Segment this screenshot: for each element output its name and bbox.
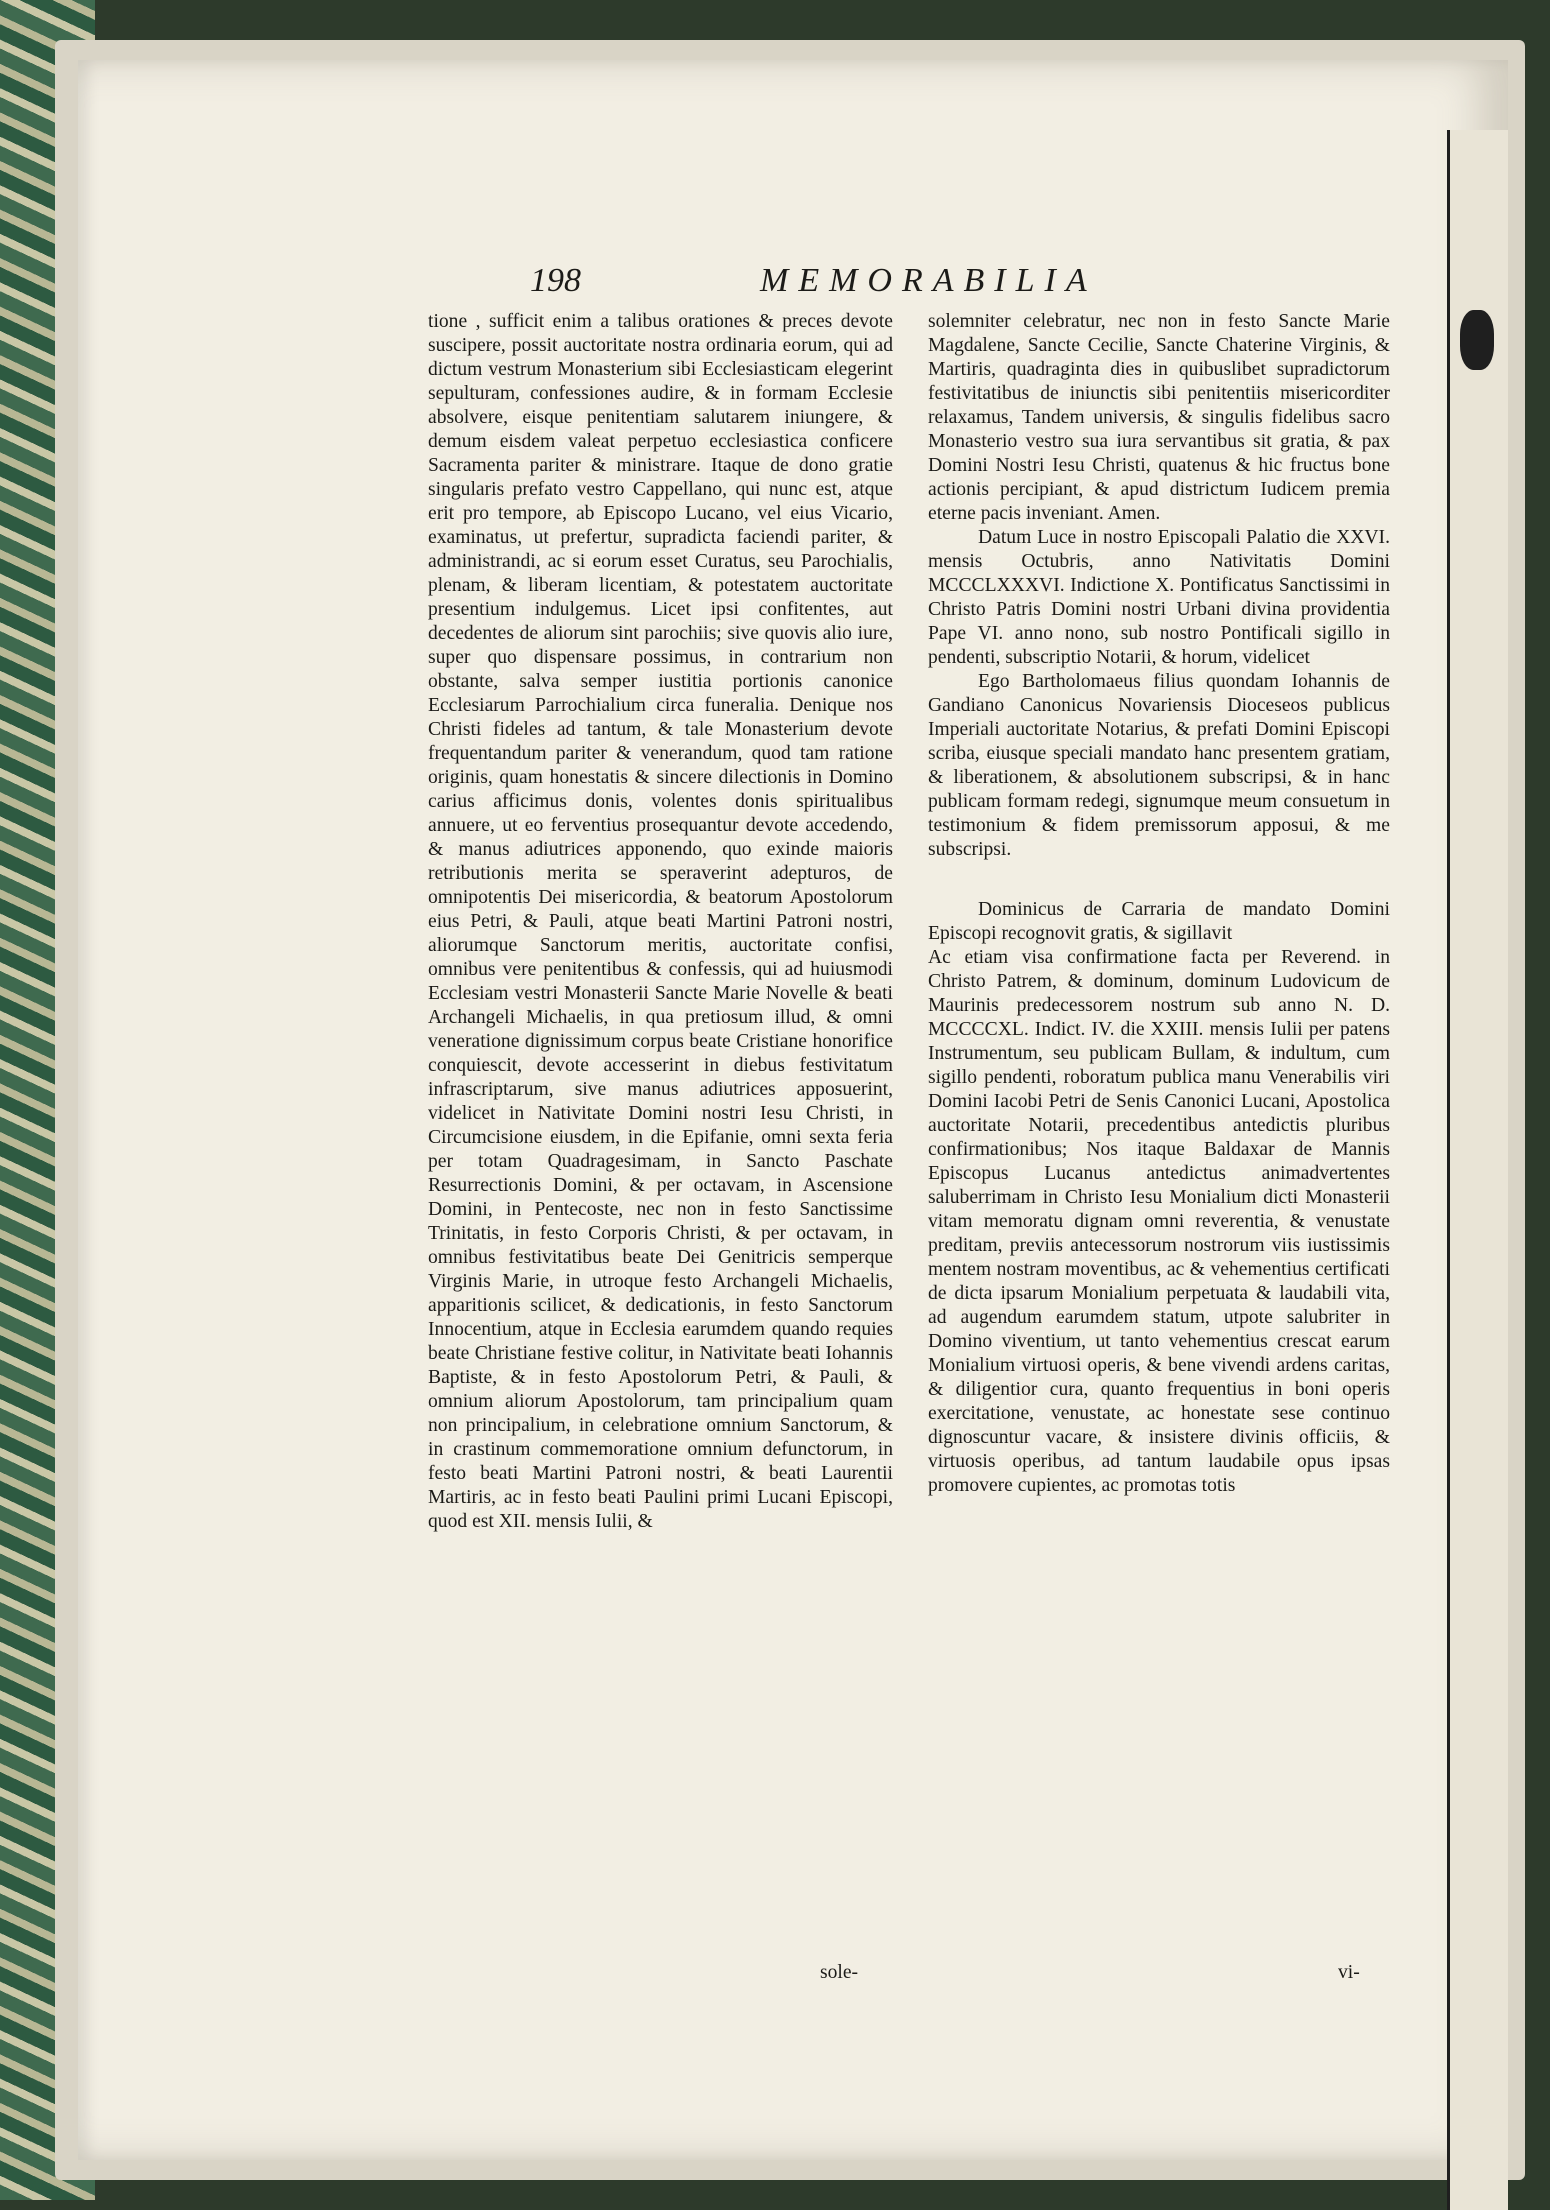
facing-page-edge: [1447, 130, 1508, 2210]
page-number: 198: [530, 262, 581, 299]
right-para-1: solemniter celebratur, nec non in festo Sancte Marie Magdalene, Sancte Cecilie, Sancte Chaterine Virginis, & Martiris, quadraginta dies in quibuslibet supradictorum festivitatibus de iniunctis sibi penitentiis misericorditer relaxamus, Tandem universis, & singulis fidelibus sacro Monasterio vestro sua iura servantibus sit gratia, & pax Domini Nostri Iesu Christi, quatenus & hic fructus bone actionis percipiant, & apud districtum Iudicem premia eterne pacis inveniant. Amen.: [928, 311, 1390, 524]
facing-page-mark: [1460, 310, 1494, 370]
left-catchword: sole-: [820, 1962, 859, 1983]
running-head: [380, 262, 1160, 302]
right-para-2: Datum Luce in nostro Episcopali Palatio die XXVI. mensis Octubris, anno Nativitatis Domini MCCCLXXXVI. Indictione X. Pontificatus Sanctissimi in Christo Patris Domini nostri Urbani divina providentia Pape VI. anno nono, sub nostro Pontificali sigillo in pendenti, subscriptio Notarii, & horum, videlicet: [928, 527, 1390, 668]
right-catchword: vi-: [1338, 1962, 1360, 1983]
right-para-5: Ac etiam visa confirmatione facta per Reverend. in Christo Patrem, & dominum, dominum Ludovicum de Maurinis predecessorem nostrum sub anno N. D. MCCCCXL. Indict. IV. die XXIII. mensis Iulii per patens Instrumentum, seu publicam Bullam, & indultum, cum sigillo pendenti, roboratum publica manu Venerabilis viri Domini Iacobi Petri de Senis Canonici Lucani, Apostolica auctoritate Notarii, precedentibus antedictis pluribus confirmationibus; Nos itaque Baldaxar de Mannis Episcopus Lucanus antedictus animadvertentes saluberrimam in Christo Iesu Monialium dicti Monasterii vitam memoratu dignam omni reverentia, & venustate preditam, previis antecessorum nostrorum viis iustissimis mentem nostram moventibus, ac & vehementius certificati de dicta ipsarum Monialium perpetuata & laudabili vita, ad augendum earumdem statum, utpote salubriter in Domino viventium, ut tanto vehementius crescat earum Monialium virtuosi operis, & bene vivendi ardens caritas, & diligentior cura, quanto frequentius in boni operis exercitatione, venustate, ac honestate sese continuo dignoscuntur vacare, & insistere divinis officiis, & virtuosis operibus, ad tantum laudabile opus ipsas promovere cupientes, ac promotas totis: [928, 947, 1390, 1496]
right-text-column: [928, 310, 1390, 1498]
left-text-column: [428, 310, 893, 1534]
left-column-text: tione , sufficit enim a talibus orationes & preces devote suscipere, possit auctoritate nostra ordinaria eorum, qui ad dictum vestrum Monasterium sibi Ecclesiasticam elegerint sepulturam, confessiones audire, & in formam Ecclesie absolvere, eisque penitentiam salutarem iniungere, & demum eisdem valeat perpetuo ecclesiastica conficere Sacramenta pariter & ministrare. Itaque de dono gratie singularis prefato vestro Cappellano, qui nunc est, atque erit pro tempore, ab Episcopo Lucano, vel eius Vicario, examinatus, ut prefertur, supradicta faciendi pariter, & administrandi, ac si eorum esset Curatus, seu Parochialis, plenam, & liberam licentiam, & potestatem auctoritate presentium indulgemus. Licet ipsi confitentes, aut decedentes de aliorum sint parochiis; sive quovis alio iure, super quo dispensare possimus, in contrarium non obstante, salva semper iustitia portionis canonice Ecclesiarum Parrochialium circa funeralia. Denique nos Christi fideles ad tantum, & tale Monasterium devote frequentandum pariter & venerandum, quod tam ratione originis, quam honestatis & sincere dilectionis in Domino carius afficimus donis, volentes donis spiritualibus annuere, ut eo ferventius prosequantur devote accedendo, & manus adiutrices apponendo, quo exinde maioris retributionis merita se speraverint adepturos, de omnipotentis Dei misericordia, & beatorum Apostolorum eius Petri, & Pauli, atque beati Martini Patroni nostri, aliorumque Sanctorum meritis, auctoritate confisi, omnibus vere penitentibus & confessis, qui ad huiusmodi Ecclesiam vestri Monasterii Sancte Marie Novelle & beati Archangeli Michaelis, in qua pretiosum illud, & omni veneratione dignissimum corpus beate Cristiane honorifice conquiescit, devote accesserint in diebus festivitatum infrascriptarum, sive manus adiutrices apposuerint, videlicet in Nativitate Domini nostri Iesu Christi, in Circumcisione eiusdem, in die Epifanie, omni sexta feria per totam Quadragesimam, in Sancto Paschate Resurrectionis Domini, & per octavam, in Ascensione Domini, in Pentecoste, nec non in festo Sanctissime Trinitatis, in festo Corporis Christi, & per octavam, in omnibus festivitatibus beate Dei Genitricis semperque Virginis Marie, in utroque festo Archangeli Michaelis, apparitionis scilicet, & dedicationis, in festo Sanctorum Innocentium, atque in Ecclesia earumdem quando requies beate Christiane festive colitur, in Nativitate beati Iohannis Baptiste, & in festo Apostolorum Petri, & Pauli, & omnium aliorum Apostolorum, tam principalium quam non principalium, in celebratione omnium Sanctorum, & in crastinum commemoratione omnium defunctorum, in festo beati Martini Patroni nostri, & beati Laurentii Martiris, ac in festo beati Paulini primi Lucani Episcopi, quod est XII. mensis Iulii, &: [428, 311, 893, 1532]
right-para-3: Ego Bartholomaeus filius quondam Iohannis de Gandiano Canonicus Novariensis Dioceseos publicus Imperiali auctoritate Notarius, & prefati Domini Episcopi scriba, eiusque speciali mandato hanc presentem gratiam, & liberationem, & absolutionem subscripsi, & in hanc publicam formam redegi, signumque meum consuetum in testimonium & fidem premissorum apposui, & me subscripsi.: [928, 671, 1390, 860]
right-para-4: Dominicus de Carraria de mandato Domini Episcopi recognovit gratis, & sigillavit: [928, 899, 1390, 944]
running-title: MEMORABILIA: [760, 262, 1097, 299]
